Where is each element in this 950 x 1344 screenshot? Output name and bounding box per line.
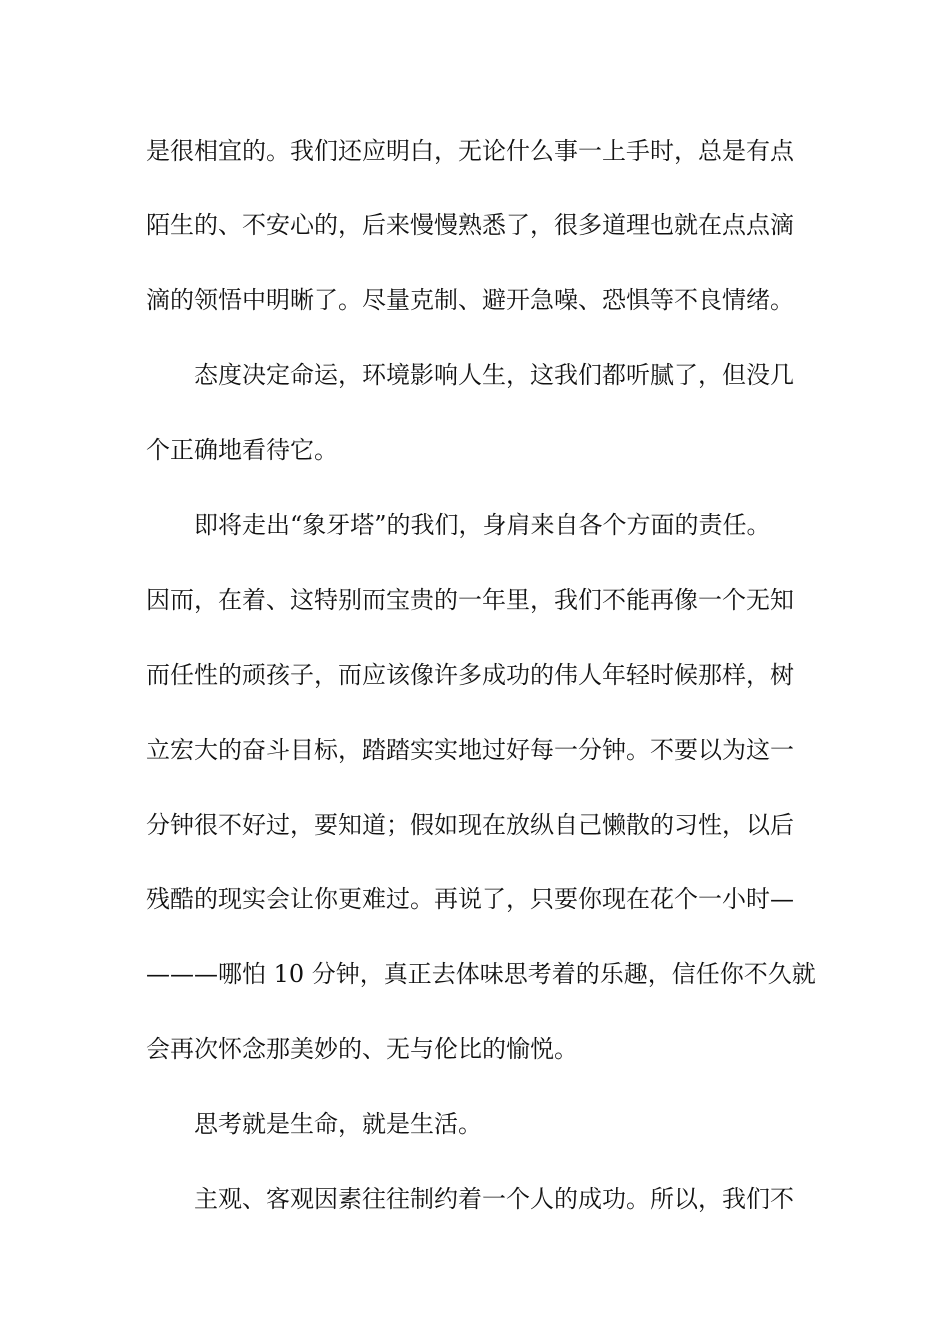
text-line: 而任性的顽孩子，而应该像许多成功的伟人年轻时候那样，树 <box>146 661 794 689</box>
text-line: 立宏大的奋斗目标，踏踏实实地过好每一分钟。不要以为这一 <box>146 736 794 764</box>
text-line: 会再次怀念那美妙的、无与伦比的愉悦。 <box>146 1035 578 1063</box>
text-line: 滴的领悟中明晰了。尽量克制、避开急噪、恐惧等不良情绪。 <box>146 286 794 314</box>
paragraph-first-line: 主观、客观因素往往制约着一个人的成功。所以，我们不 <box>194 1185 794 1213</box>
text-line: 个正确地看待它。 <box>146 436 338 464</box>
paragraph-first-line: 即将走出“象牙塔”的我们，身肩来自各个方面的责任。 <box>194 511 771 539</box>
text-line: 分钟很不好过，要知道；假如现在放纵自己懒散的习性，以后 <box>146 811 794 839</box>
text-line: 陌生的、不安心的，后来慢慢熟悉了，很多道理也就在点点滴 <box>146 211 794 239</box>
text-line: 因而，在着、这特别而宝贵的一年里，我们不能再像一个无知 <box>146 586 794 614</box>
paragraph-first-line: 思考就是生命，就是生活。 <box>194 1110 482 1138</box>
text-line: ———哪怕 10 分钟，真正去体味思考着的乐趣，信任你不久就 <box>146 960 816 988</box>
text-line: 是很相宜的。我们还应明白，无论什么事一上手时，总是有点 <box>146 137 794 165</box>
paragraph-first-line: 态度决定命运，环境影响人生，这我们都听腻了，但没几 <box>194 361 794 389</box>
text-line: 残酷的现实会让你更难过。再说了，只要你现在花个一小时— <box>146 885 794 913</box>
